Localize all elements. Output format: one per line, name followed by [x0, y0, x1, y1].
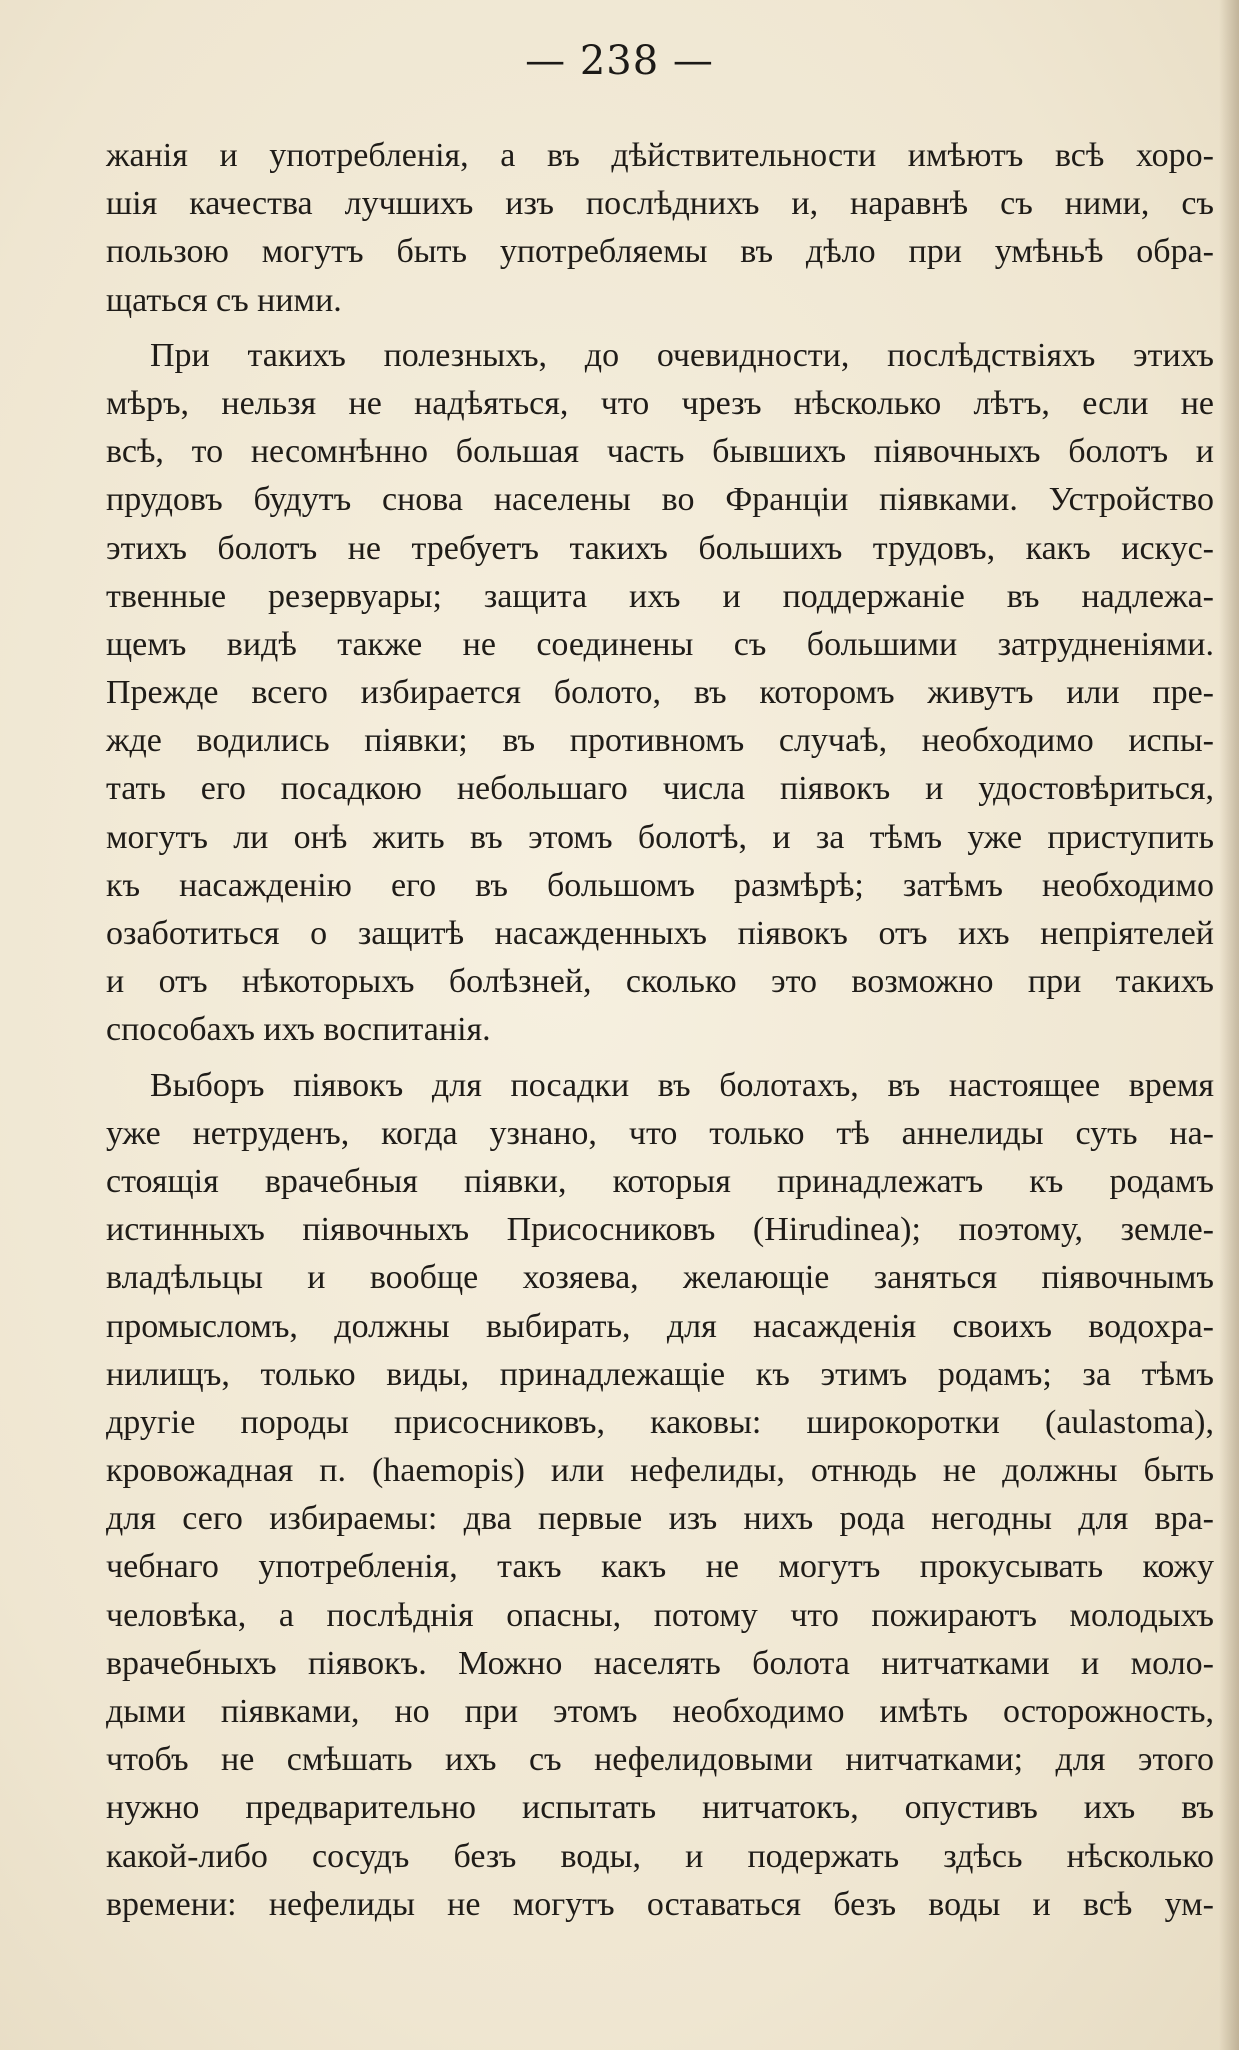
text-line: щемъ видѣ также не соединены съ большими затрудненіями. [106, 625, 1214, 663]
text-line: озаботиться о защитѣ насажденныхъ піявокъ отъ ихъ непріятелей [106, 915, 1214, 952]
text-line: врачебныхъ піявокъ. Можно населять болота нитчатками и моло- [106, 1644, 1214, 1682]
text-line: стоящія врачебныя піявки, которыя принадлежатъ къ родамъ [106, 1162, 1214, 1200]
page-number: — 238 — [525, 38, 714, 84]
text-line: и отъ нѣкоторыхъ болѣзней, сколько это возможно при такихъ [106, 963, 1214, 1001]
text-line: жде водились піявки; въ противномъ случаѣ, необходимо испы- [106, 722, 1214, 760]
text-line: другіе породы присосниковъ, каковы: широкоротки (aulastoma), [106, 1403, 1214, 1441]
text-line: щаться съ ними. [106, 281, 342, 319]
text-line: прудовъ будутъ снова населены во Франціи піявками. Устройство [106, 481, 1214, 519]
text-line: кровожадная п. (haemopis) или нефелиды, отнюдь не должны быть [106, 1452, 1214, 1490]
text-line: всѣ, то несомнѣнно большая часть бывшихъ піявочныхъ болотъ и [106, 433, 1214, 471]
text-line: Выборъ піявокъ для посадки въ болотахъ, въ настоящее время [150, 1066, 1214, 1104]
text-line: При такихъ полезныхъ, до очевидности, послѣдствіяхъ этихъ [150, 336, 1214, 374]
text-line: тать его посадкою небольшаго числа піявокъ и удостовѣриться, [106, 770, 1214, 808]
text-line: нилищъ, только виды, принадлежащіе къ этимъ родамъ; за тѣмъ [106, 1355, 1214, 1393]
text-line: истинныхъ піявочныхъ Присосниковъ (Hirudinea); поэтому, земле- [106, 1211, 1214, 1249]
text-line: мѣръ, нельзя не надѣяться, что чрезъ нѣсколько лѣтъ, если не [106, 384, 1214, 422]
text-line: человѣка, а послѣднія опасны, потому что пожираютъ молодыхъ [106, 1596, 1214, 1634]
text-line: способахъ ихъ воспитанія. [106, 1011, 491, 1049]
text-line: чебнаго употребленія, такъ какъ не могутъ прокусывать кожу [106, 1548, 1214, 1586]
text-line: пользою могутъ быть употребляемы въ дѣло при умѣньѣ обра- [106, 233, 1214, 271]
text-line: къ насажденію его въ большомъ размѣрѣ; затѣмъ необходимо [106, 866, 1214, 904]
text-line: шія качества лучшихъ изъ послѣднихъ и, наравнѣ съ ними, съ [106, 185, 1214, 223]
text-line: владѣльцы и вообще хозяева, желающіе заняться піявочнымъ [106, 1259, 1214, 1297]
text-line: уже нетруденъ, когда узнано, что только тѣ аннелиды суть на- [106, 1114, 1214, 1152]
page-edge-shadow [1219, 0, 1239, 2050]
page-text [106, 132, 1214, 1929]
text-line: жанія и употребленія, а въ дѣйствительности имѣютъ всѣ хоро- [106, 137, 1214, 174]
text-line: чтобъ не смѣшать ихъ съ нефелидовыми нитчатками; для этого [106, 1741, 1214, 1779]
text-line: Прежде всего избирается болото, въ которомъ живутъ или пре- [106, 674, 1214, 712]
text-line: какой-либо сосудъ безъ воды, и подержать здѣсь нѣсколько [106, 1837, 1214, 1875]
text-line: времени: нефелиды не могутъ оставаться безъ воды и всѣ ум- [106, 1885, 1214, 1923]
text-line: могутъ ли онѣ жить въ этомъ болотѣ, и за тѣмъ уже приступить [106, 818, 1214, 856]
text-line: твенные резервуары; защита ихъ и поддержаніе въ надлежа- [106, 577, 1214, 615]
text-line: этихъ болотъ не требуетъ такихъ большихъ трудовъ, какъ искус- [106, 529, 1214, 567]
text-line: для сего избираемы: два первые изъ нихъ рода негодны для вра- [106, 1500, 1214, 1538]
text-line: дыми піявками, но при этомъ необходимо имѣть осторожность, [106, 1693, 1214, 1730]
text-line: нужно предварительно испытать нитчатокъ, опустивъ ихъ въ [106, 1789, 1214, 1827]
text-line: промысломъ, должны выбирать, для насажденія своихъ водохра- [106, 1307, 1214, 1345]
